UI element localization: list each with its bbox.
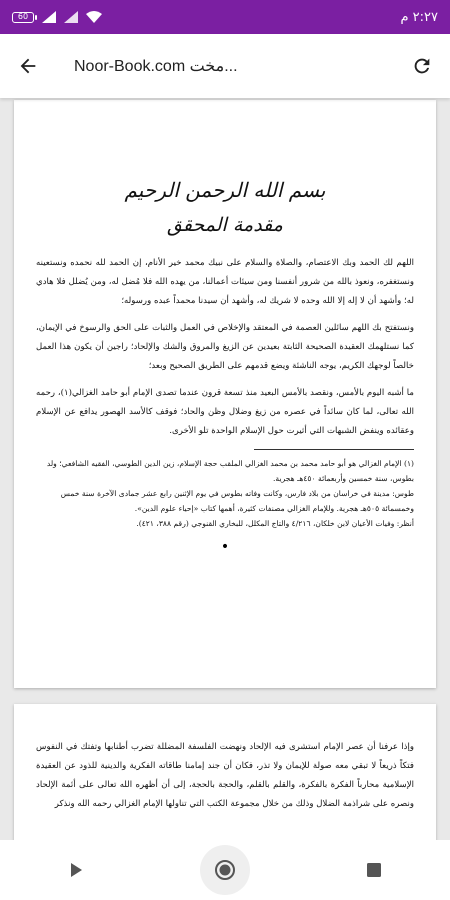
footnote: (١) الإمام الغزالي هو أبو حامد محمد بن محمد الغزالي الملقب حجة الإسلام، زين الدين الطوسي، الفقيه الشافعي؛ ولد بطوس، سنة خمسين وأربعمائة ٤٥٠هـ هجرية. (46, 459, 414, 483)
paragraph: وإذا عرفنا أن عصر الإمام استشرى فيه الإلحاد ونهضت الفلسفة المضللة تضرب أطنابها وتفتك في النفوس فتكاً ذريعاً لا تبقي معه صولة للإيمان ولا تذر، فكان أن جند إمامنا طاقاته الفكرية والدينية للذود عن العقيدة الإسلامية محارباً الفكرة بالفكرة، والقلم بالقلم، والحجة بالحجة، إلى أن أظهره الله تعالى على أئمة الإلحاد ونصره على شراذمة الضلال وذلك من خلال مجموعة الكتب التي تناولها الإمام الغزالي رحمه الله ونذكر (36, 742, 414, 809)
signal-icon (42, 11, 56, 23)
app-bar (0, 34, 450, 98)
play-icon (68, 862, 84, 878)
status-time: ٢:٢٧ م (400, 9, 438, 25)
navigation-bar (0, 840, 450, 900)
document-page-1 (14, 100, 436, 688)
footnote-divider (254, 449, 414, 450)
refresh-button[interactable] (394, 38, 450, 94)
refresh-icon (411, 55, 433, 77)
wifi-icon (86, 11, 102, 23)
paragraph: ونستفتح بك اللهم سائلين العصمة في المعتقد والإخلاص في العمل والثبات على الحق والرسوخ في الإيمان، كما نستلهمك العقيدة الصحيحة الثابتة بعيدين عن الزيغ والمروق والشك والإلحاد؛ راجين أن يكون هذا العمل خالصاً لوجهك الكريم، يوجه الناشئة ويضع قدمهم على الطريق الصحيح وبعد؛ (36, 323, 414, 371)
paragraph: ما أشبه اليوم بالأمس، ونقصد بالأمس البعيد منذ تسعة قرون عندما تصدى الإمام أبو حامد الغزالي(١)، رحمه الله تعالى، لما كان سائداً في عصره من زيغ وضلال وظن والحاد؛ فوقف كالأسد الهصور يدافع عن الإسلام وعقائده وينفض الشبهات التي أثيرت حول الإسلام الواحدة تلو الأخرى. (36, 388, 414, 436)
status-bar (0, 0, 450, 34)
status-icons (12, 11, 102, 23)
nav-home-button[interactable] (200, 845, 250, 895)
footnote: أنظر: وفيات الأعيان لابن خلكان، ٤/٢١٦ والتاج المكلل، للبخاري القنوجي (رقم ٣٨٨، ٤٢١). (136, 519, 414, 528)
signal-icon-2 (64, 11, 78, 23)
nav-back-button[interactable] (48, 842, 104, 898)
battery-level: 60 (17, 11, 29, 21)
section-heading: مقدمة المحقق (167, 214, 283, 236)
arrow-back-icon (17, 55, 39, 77)
basmala: بسم الله الرحمن الرحيم (124, 178, 326, 202)
home-icon (214, 859, 236, 881)
battery-icon (12, 12, 34, 23)
page-mark: • (220, 539, 230, 555)
document-viewer[interactable] (0, 98, 450, 840)
nav-recents-button[interactable] (346, 842, 402, 898)
page-title: Noor-Book.com مخت... (74, 58, 238, 75)
stop-icon (367, 863, 381, 877)
document-page-2 (14, 704, 436, 840)
back-button[interactable] (0, 38, 56, 94)
paragraph: اللهم لك الحمد وبك الاعتصام، والصلاة والسلام على نبيك محمد خير الأنام، إن الحمد لله نحمده ونستعينه ونستغفره، ونعوذ بالله من شرور أنفسنا ومن سيئات أعمالنا، من يهده الله فلا مُضل له، ومن يُضلل فلا هادي له؛ وأشهد أن لا إله إلا الله وحده لا شريك له، وأشهد أن سيدنا محمداً عبده ورسوله؛ (36, 258, 414, 306)
footnote: طوس: مدينة في خراسان من بلاد فارس، وكانت وفاته بطوس في يوم الإثنين رابع عشر جمادى الآخرة سنة خمس وخمسمائة ٥٠٥هـ هجرية. وللإمام الغزالي مصنفات كثيرة، أهمها كتاب «إحياء علوم الدين». (60, 489, 414, 513)
